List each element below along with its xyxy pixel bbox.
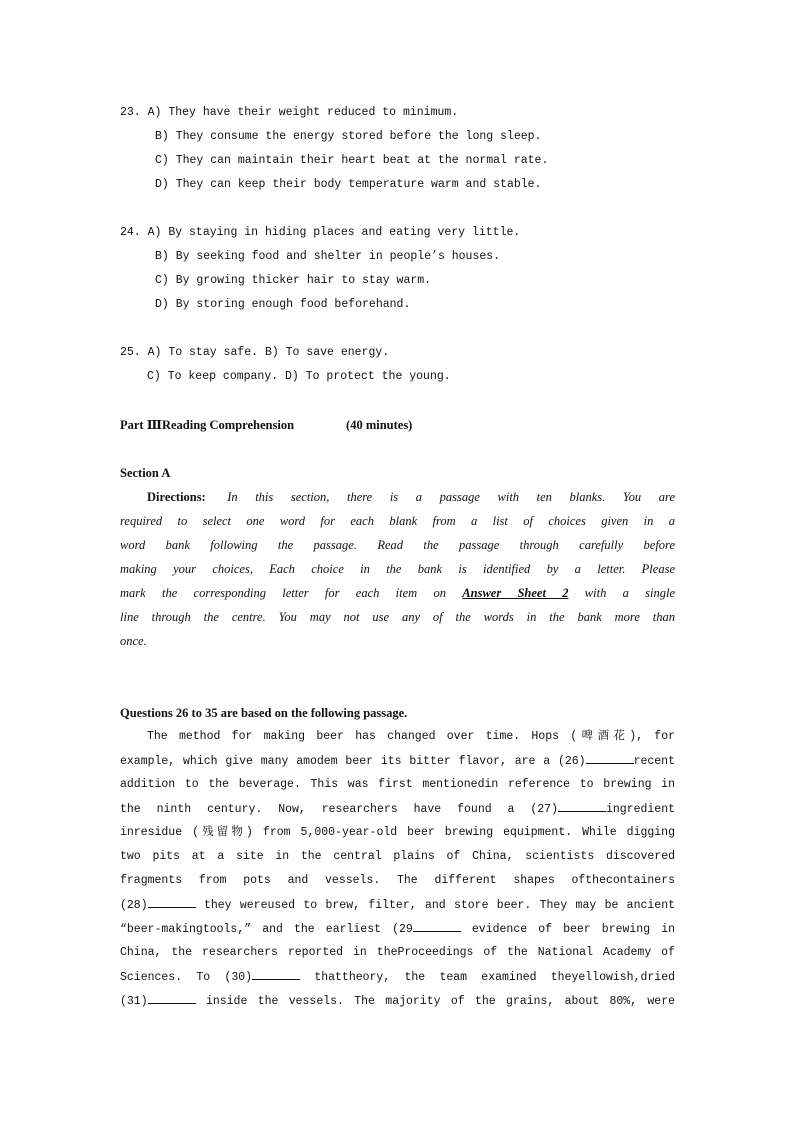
directions-line: required to select one word for each blank from a list of choices given in a <box>120 514 675 528</box>
blank-27 <box>558 797 606 812</box>
passage-line: The method for making beer has changed over time. Hops (啤酒花), for <box>147 730 675 743</box>
passage-line: China, the researchers reported in theProceedings of the National Academy of <box>120 946 675 959</box>
passage-line: (28) they wereused to brew, filter, and store beer. They may be ancient <box>120 893 675 917</box>
passage-heading: Questions 26 to 35 are based on the following passage. <box>120 706 408 720</box>
q23-option-a: 23. A) They have their weight reduced to minimum. <box>120 106 459 119</box>
blank-30 <box>252 965 300 980</box>
directions-line: Directions: In this section, there is a passage with ten blanks. You are <box>147 490 675 504</box>
directions-line: line through the centre. You may not use any of the words in the bank more than <box>120 610 675 624</box>
section-title: Section A <box>120 466 171 480</box>
q24-option-a: 24. A) By staying in hiding places and eating very little. <box>120 226 521 239</box>
q24-option-b: B) By seeking food and shelter in people’s houses. <box>155 250 501 263</box>
passage-line: “beer-makingtools,” and the earliest (29 evidence of beer brewing in <box>120 917 675 941</box>
blank-29 <box>413 917 461 932</box>
passage-line: addition to the beverage. This was first mentionedin reference to brewing in <box>120 778 675 791</box>
question-number: 24. <box>120 226 141 239</box>
passage-line: the ninth century. Now, researchers have found a (27) ingredient <box>120 797 675 821</box>
directions-line: word bank following the passage. Read the passage through carefully before <box>120 538 675 552</box>
directions-line: mark the corresponding letter for each item on Answer Sheet 2 with a single <box>120 586 676 600</box>
blank-31 <box>148 989 196 1004</box>
q24-option-d: D) By storing enough food beforehand. <box>155 298 411 311</box>
passage-line: example, which give many amodem beer its bitter flavor, are a (26) recent <box>120 749 675 773</box>
question-number: 25. <box>120 346 141 359</box>
part-title: Part ⅢReading Comprehension (40 minutes) <box>120 418 413 432</box>
question-number: 23. <box>120 106 141 119</box>
directions-line: once. <box>120 634 147 648</box>
q23-option-c: C) They can maintain their heart beat at the normal rate. <box>155 154 549 167</box>
q24-option-c: C) By growing thicker hair to stay warm. <box>155 274 432 287</box>
exam-page <box>120 101 675 1013</box>
blank-26 <box>586 749 634 764</box>
q25-options-cd: C) To keep company. D) To protect the young. <box>147 370 451 383</box>
q23-option-d: D) They can keep their body temperature warm and stable. <box>155 178 542 191</box>
directions-line: making your choices, Each choice in the bank is identified by a letter. Please <box>120 562 675 576</box>
answer-sheet-ref: Answer Sheet 2 <box>462 586 569 600</box>
passage-line: (31) inside the vessels. The majority of the grains, about 80%, were <box>120 989 675 1013</box>
passage-line: fragments from pots and vessels. The different shapes ofthecontainers <box>120 874 675 887</box>
passage-line: two pits at a site in the central plains of China, scientists discovered <box>120 850 675 863</box>
blank-28 <box>148 893 196 908</box>
passage-line: Sciences. To (30) thattheory, the team examined theyellowish,dried <box>120 965 675 989</box>
directions-label: Directions: <box>147 490 206 504</box>
q25-options-ab: 25. A) To stay safe. B) To save energy. <box>120 346 390 359</box>
q23-option-b: B) They consume the energy stored before the long sleep. <box>155 130 542 143</box>
passage-line: inresidue (残留物) from 5,000-year-old beer brewing equipment. While digging <box>120 826 675 839</box>
